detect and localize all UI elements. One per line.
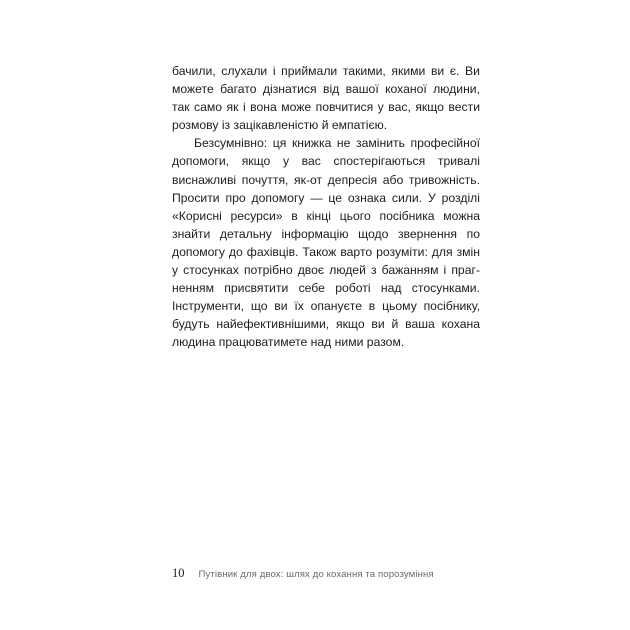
paragraph-continued: бачили, слухали і приймали такими, якими ви є. Ви можете багато дізнатися від вашої коханої людини, так само як і вона може повчитися у вас, якщо вести розмову із зацікавленістю й емпатією. <box>172 64 480 133</box>
body-text <box>172 62 480 352</box>
paragraph: Безсумнівно: ця книжка не замінить професійної допомоги, якщо у вас спостерігаються тривалі виснажливі почуття, як-от депресія або тривожність. Просити про допомогу — це ознака сили. У розділі «Корисні ресурси» в кінці цього посібника можна знайти детальну інформацію щодо звернення по допомогу до фахівців. Також варто розуміти: для змін у стосунках потрібно двоє людей з бажанням і прагненням присвятити себе роботі над стосунками. Інструменти, що ви їх опануєте в цьому посібнику, будуть найефективнішими, якщо ви й ваша кохана людина працюватимете над ними разом. <box>172 136 480 350</box>
running-title: Путівник для двох: шлях до кохання та порозуміння <box>198 569 434 580</box>
page-number: 10 <box>172 566 185 580</box>
page-footer <box>172 564 502 580</box>
